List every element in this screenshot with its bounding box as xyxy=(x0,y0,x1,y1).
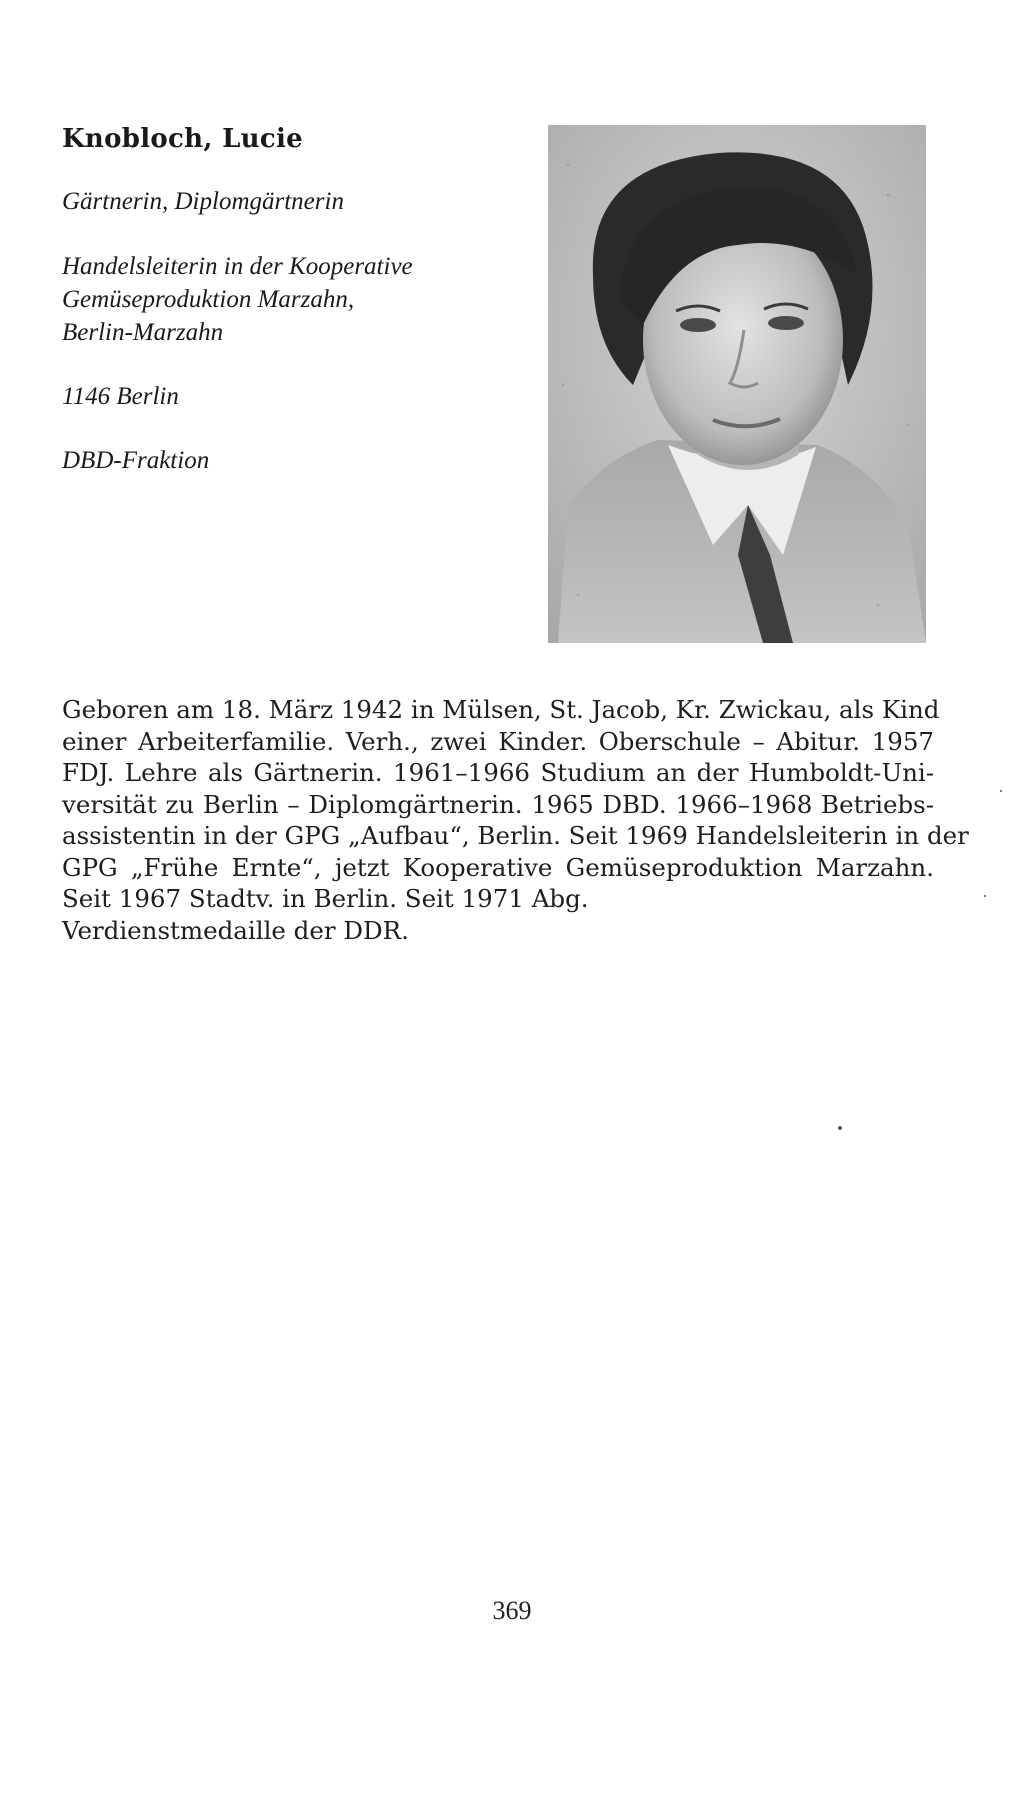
print-speck xyxy=(1000,790,1002,792)
biography-line: FDJ. Lehre als Gärtnerin. 1961–1966 Studium an der Humboldt-Uni- xyxy=(62,758,934,787)
position-line: Berlin-Marzahn xyxy=(62,319,224,346)
biography-line: versität zu Berlin – Diplomgärtnerin. 1965 DBD. 1966–1968 Betriebs- xyxy=(62,789,934,819)
faction: DBD-Fraktion xyxy=(62,447,210,474)
biography-line: Seit 1967 Stadtv. in Berlin. Seit 1971 Abg. xyxy=(62,884,589,913)
print-speck xyxy=(838,1126,842,1130)
biography-line: assistentin in der GPG „Aufbau“, Berlin. Seit 1969 Handelsleiterin in der xyxy=(62,821,969,850)
position-line: Handelsleiterin in der Kooperative xyxy=(62,253,413,280)
biography-line: GPG „Frühe Ernte“, jetzt Kooperative Gemüseproduktion Marzahn. xyxy=(62,852,934,882)
profession: Gärtnerin, Diplomgärtnerin xyxy=(62,188,344,215)
award: Verdienstmedaille der DDR. xyxy=(62,915,409,945)
position xyxy=(62,250,502,349)
biography-line: Geboren am 18. März 1942 in Mülsen, St. Jacob, Kr. Zwickau, als Kind xyxy=(62,695,940,724)
page-number: 369 xyxy=(492,1596,532,1625)
biography-line: einer Arbeiterfamilie. Verh., zwei Kinder. Oberschule – Abitur. 1957 xyxy=(62,726,934,756)
biography xyxy=(62,694,969,946)
address: 1146 Berlin xyxy=(62,383,179,410)
print-speck xyxy=(984,895,986,897)
position-line: Gemüseproduktion Marzahn, xyxy=(62,286,355,313)
person-name: Knobloch, Lucie xyxy=(62,124,304,154)
portrait-photo xyxy=(548,125,926,643)
